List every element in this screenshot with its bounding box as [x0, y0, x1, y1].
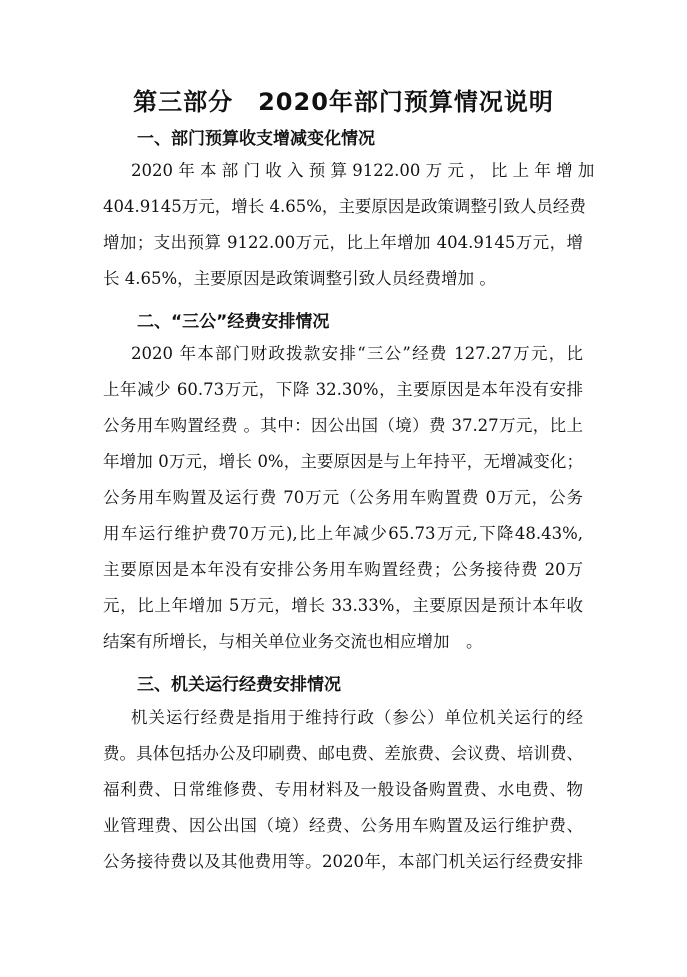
- paragraph-line: 元，比上年增加 5万元，增长 33.33%，主要原因是预计本年收: [103, 596, 583, 615]
- paragraph-line: 用车运行维护费70万元),比上年减少65.73万元,下降48.43%,: [103, 524, 583, 543]
- paragraph-line: 404.9145万元，增长 4.65%，主要原因是政策调整引致人员经费: [103, 197, 586, 216]
- section-heading-2: 二、“三公”经费安排情况: [137, 312, 330, 332]
- paragraph-line: 业管理费、因公出国（境）经费、公务用车购置及运行维护费、: [103, 816, 583, 835]
- page-title: 第三部分 2020年部门预算情况说明: [133, 88, 554, 116]
- paragraph-line: 2020 年 本 部 门 收 入 预 算 9122.00 万 元 ， 比 上 年 增 加: [131, 161, 595, 180]
- paragraph-line: 增加；支出预算 9122.00万元，比上年增加 404.9145万元，增: [103, 233, 583, 252]
- section-heading-1: 一、部门预算收支增减变化情况: [137, 129, 375, 149]
- paragraph-line: 主要原因是本年没有安排公务用车购置经费；公务接待费 20万: [103, 560, 583, 579]
- paragraph-line: 福利费、日常维修费、专用材料及一般设备购置费、水电费、物: [103, 780, 583, 799]
- section-heading-3: 三、机关运行经费安排情况: [137, 675, 341, 695]
- paragraph-line: 年增加 0万元，增长 0%，主要原因是与上年持平，无增减变化；: [103, 452, 583, 471]
- paragraph-line: 机关运行经费是指用于维持行政（参公）单位机关运行的经: [131, 708, 583, 727]
- paragraph-line: 公务接待费以及其他费用等。2020年，本部门机关运行经费安排: [103, 852, 583, 871]
- paragraph-line: 2020 年本部门财政拨款安排“三公”经费 127.27万元，比: [131, 344, 583, 363]
- paragraph-line: 上年减少 60.73万元，下降 32.30%，主要原因是本年没有安排: [103, 380, 583, 399]
- paragraph-line: 公务用车购置及运行费 70万元（公务用车购置费 0万元，公务: [103, 488, 583, 507]
- paragraph-line: 费。具体包括办公及印刷费、邮电费、差旅费、会议费、培训费、: [103, 744, 583, 763]
- paragraph-line: 结案有所增长，与相关单位业务交流也相应增加 。: [103, 632, 483, 651]
- paragraph-line: 公务用车购置经费 。其中：因公出国（境）费 37.27万元，比上: [103, 416, 583, 435]
- paragraph-line: 长 4.65%，主要原因是政策调整引致人员经费增加 。: [103, 269, 496, 288]
